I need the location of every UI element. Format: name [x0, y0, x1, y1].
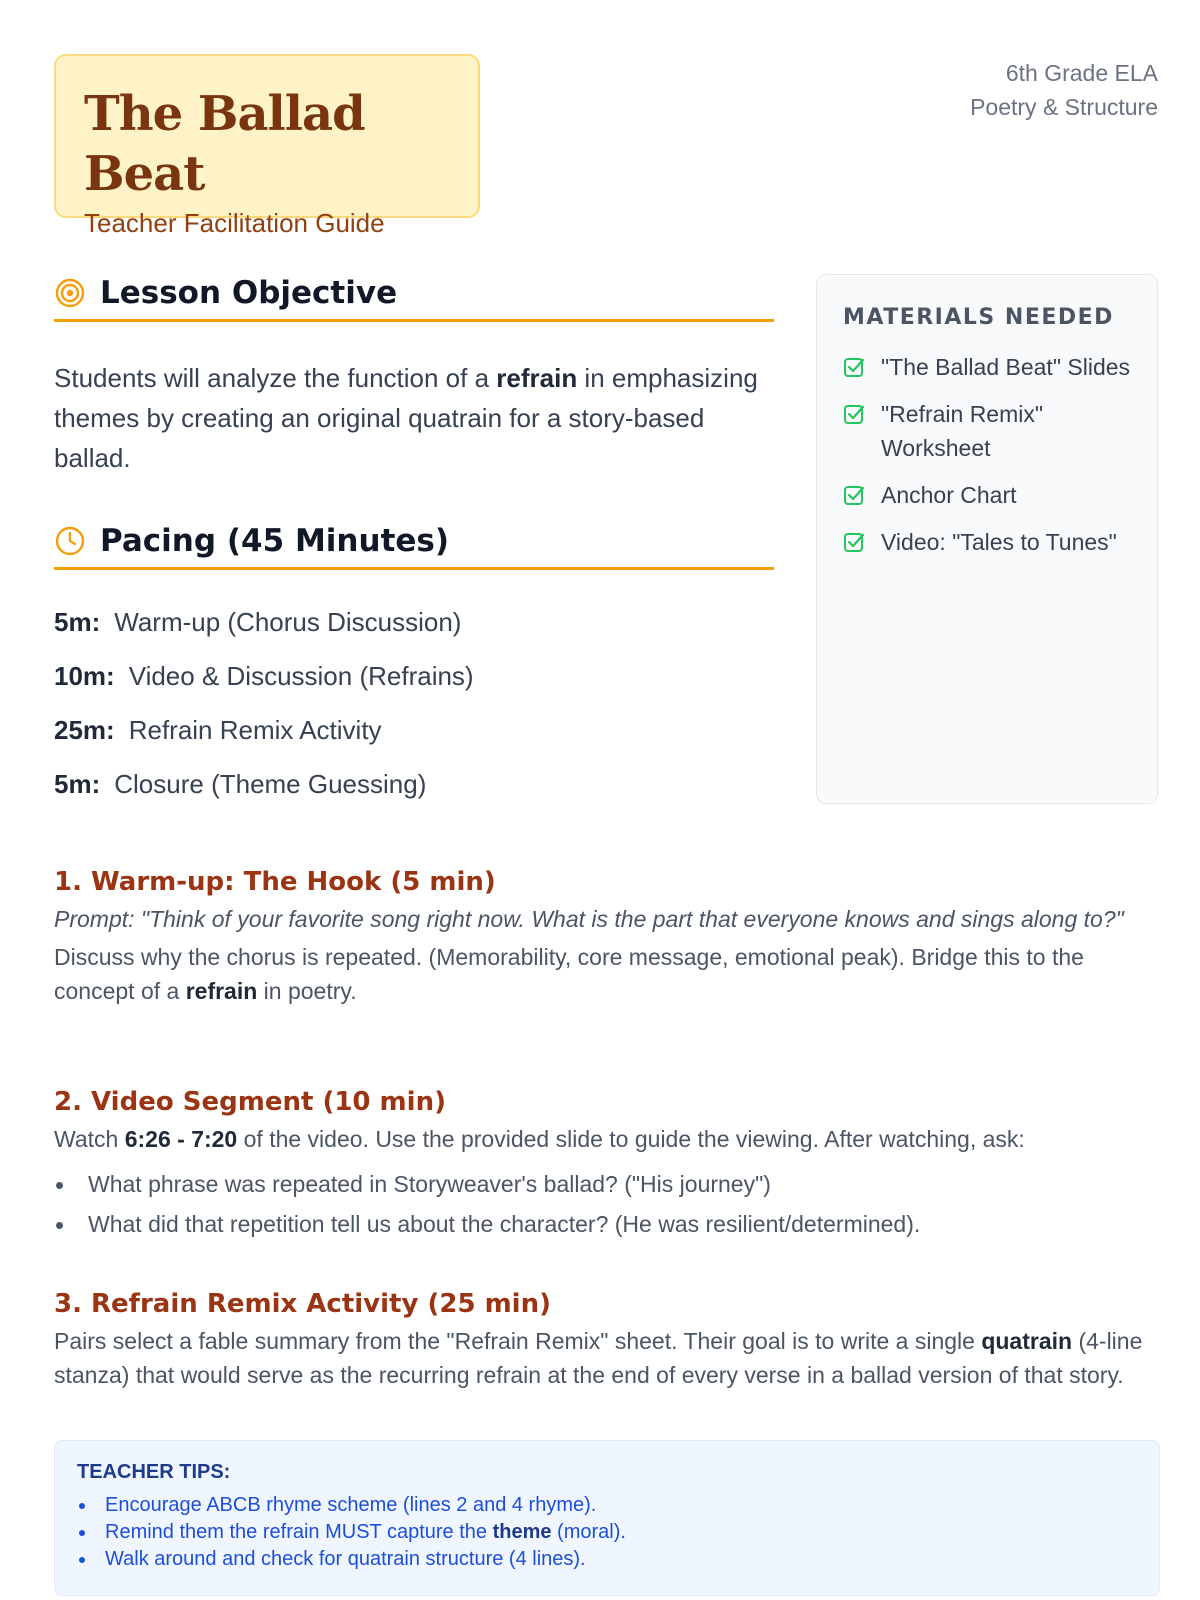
materials-panel — [816, 274, 1158, 804]
warmup-text-start: Discuss why the chorus is repeated. (Memorability, core message, emotional peak). Bridge this to the concept of a — [54, 944, 1084, 1004]
materials-item — [843, 478, 1131, 512]
title-card — [54, 54, 480, 238]
pacing-time: 5m: — [54, 607, 101, 637]
list-item: What did that repetition tell us about the character? (He was resilient/determined). — [54, 1204, 1160, 1244]
pacing-time: 5m: — [54, 769, 101, 799]
checkbox-checked-icon — [843, 484, 865, 506]
objective-text — [54, 358, 774, 478]
page-title: The Ballad Beat — [84, 86, 365, 202]
clock-icon — [54, 525, 86, 557]
video-text-start: Watch — [54, 1126, 125, 1152]
activity-text — [54, 1324, 1160, 1392]
pacing-item — [54, 706, 474, 760]
teacher-tips-box — [54, 1440, 1160, 1596]
materials-item — [843, 525, 1131, 559]
pacing-list — [54, 598, 474, 814]
checkbox-checked-icon — [843, 403, 865, 425]
warmup-text — [54, 940, 1160, 1008]
page-subtitle: Teacher Facilitation Guide — [84, 208, 385, 238]
pacing-heading: Pacing (45 Minutes) — [100, 522, 450, 559]
materials-item-label: "The Ballad Beat" Slides — [881, 354, 1131, 380]
list-item: What phrase was repeated in Storyweaver's ballad? ("His journey") — [54, 1164, 1160, 1204]
video-questions — [54, 1164, 1160, 1244]
tip-item — [77, 1519, 1137, 1546]
tip-text-end: (moral). — [551, 1521, 626, 1543]
unit-label: Poetry & Structure — [970, 94, 1158, 120]
tip-text-start: Remind them the refrain MUST capture the — [105, 1521, 493, 1543]
grade-info — [970, 56, 1158, 124]
step-activity — [54, 1284, 1160, 1392]
objective-heading: Lesson Objective — [100, 274, 398, 311]
materials-list — [843, 350, 1131, 559]
objective-text-end: in emphasizing themes by creating an original quatrain for a story-based ballad. — [54, 363, 758, 473]
materials-item — [843, 397, 1131, 465]
video-text — [54, 1122, 1160, 1156]
step-video — [54, 1082, 1160, 1244]
checkbox-checked-icon — [843, 356, 865, 378]
step-heading: 3. Refrain Remix Activity (25 min) — [54, 1289, 551, 1319]
objective-header — [54, 266, 774, 322]
tip-keyword: theme — [492, 1521, 552, 1543]
step-warmup — [54, 862, 1160, 1008]
target-icon — [54, 277, 86, 309]
pacing-label: Closure (Theme Guessing) — [114, 769, 427, 799]
pacing-item — [54, 598, 474, 652]
pacing-item — [54, 652, 474, 706]
materials-item-label: "Refrain Remix" Worksheet — [881, 401, 1044, 461]
pacing-label: Warm-up (Chorus Discussion) — [114, 607, 462, 637]
pacing-label: Video & Discussion (Refrains) — [128, 661, 474, 691]
checkbox-checked-icon — [843, 531, 865, 553]
objective-keyword: refrain — [496, 363, 578, 393]
tip-item: Walk around and check for quatrain structure (4 lines). — [77, 1546, 1137, 1573]
materials-item-label: Video: "Tales to Tunes" — [881, 529, 1117, 555]
grade-label: 6th Grade ELA — [1005, 60, 1158, 86]
tips-list — [77, 1492, 1137, 1573]
pacing-header — [54, 514, 774, 570]
tip-item: Encourage ABCB rhyme scheme (lines 2 and 4 rhyme). — [77, 1492, 1137, 1519]
materials-item-label: Anchor Chart — [881, 482, 1017, 508]
video-timestamp: 6:26 - 7:20 — [124, 1126, 238, 1152]
materials-heading: MATERIALS NEEDED — [843, 305, 1114, 330]
objective-text-start: Students will analyze the function of a — [54, 363, 497, 393]
warmup-keyword: refrain — [185, 978, 258, 1004]
activity-text-start: Pairs select a fable summary from the "Refrain Remix" sheet. Their goal is to write a single — [54, 1328, 982, 1354]
pacing-time: 25m: — [54, 715, 115, 745]
video-text-end: of the video. Use the provided slide to guide the viewing. After watching, ask: — [237, 1126, 1025, 1152]
pacing-label: Refrain Remix Activity — [128, 715, 382, 745]
step-heading: 1. Warm-up: The Hook (5 min) — [54, 867, 496, 897]
pacing-item — [54, 760, 474, 814]
activity-keyword: quatrain — [981, 1328, 1073, 1354]
pacing-time: 10m: — [54, 661, 115, 691]
activity-text-end: (4-line stanza) that would serve as the recurring refrain at the end of every verse in a ballad version of that story. — [54, 1328, 1143, 1388]
materials-item — [843, 350, 1131, 384]
warmup-prompt: Prompt: "Think of your favorite song right now. What is the part that everyone knows and sings along to?" — [54, 906, 1124, 932]
warmup-text-end: in poetry. — [257, 978, 357, 1004]
tips-heading: TEACHER TIPS: — [77, 1461, 231, 1483]
step-heading: 2. Video Segment (10 min) — [54, 1087, 446, 1117]
